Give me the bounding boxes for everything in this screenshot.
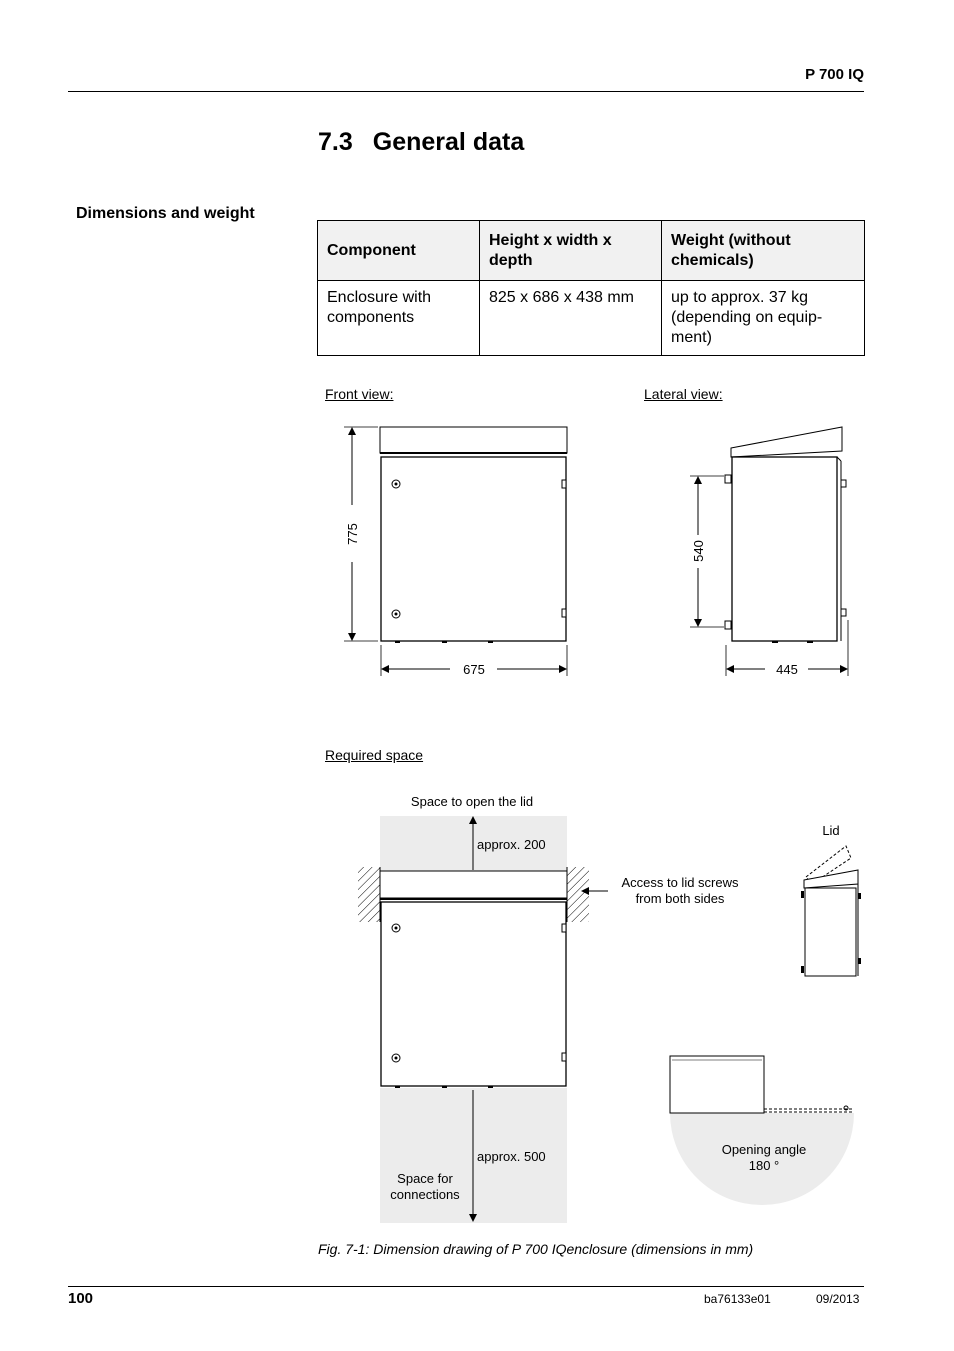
approx-top-label: approx. 200 <box>477 837 546 852</box>
access-lid-line1: Access to lid screws <box>621 875 739 890</box>
table-cell: Enclosure with components <box>318 281 480 356</box>
lateral-height-label: 540 <box>691 540 706 562</box>
table-cell: 825 x 686 x 438 mm <box>480 281 662 356</box>
approx-bottom-label: approx. 500 <box>477 1149 546 1164</box>
footer-rule <box>68 1286 864 1287</box>
table-header-cell: Component <box>318 221 480 281</box>
opening-angle-view <box>670 1056 854 1205</box>
page-number: 100 <box>68 1290 94 1307</box>
table-header-cell: Height x width x depth <box>480 221 662 281</box>
header-product: P 700 IQ <box>805 66 864 83</box>
lateral-view-label: Lateral view: <box>644 386 723 402</box>
access-lid-line2: from both sides <box>635 891 725 906</box>
table-cell: up to approx. 37 kg (depending on equip-ment) <box>662 281 865 356</box>
space-lid-label: Space to open the lid <box>410 794 534 809</box>
lateral-depth-label: 445 <box>776 662 798 677</box>
table-header-cell: Weight (without chemicals) <box>662 221 865 281</box>
section-title-text: General data <box>372 128 525 156</box>
lid-label: Lid <box>822 823 840 838</box>
space-connections-line2: connections <box>390 1187 460 1202</box>
lid-side-view <box>801 823 861 976</box>
front-view <box>344 427 567 677</box>
figure-caption: Fig. 7-1: Dimension drawing of P 700 IQenclosure (dimensions in mm) <box>318 1241 754 1257</box>
doc-id: ba76133e01 <box>704 1292 771 1306</box>
lateral-view <box>690 427 848 677</box>
required-space-label: Required space <box>325 747 424 763</box>
front-height-label: 775 <box>345 523 360 545</box>
section-number: 7.3 <box>318 128 353 156</box>
front-view-label: Front view: <box>325 386 394 402</box>
space-connections-line1: Space for <box>397 1171 453 1186</box>
doc-date: 09/2013 <box>816 1292 860 1306</box>
front-width-label: 675 <box>463 662 485 677</box>
opening-angle-line1: Opening angle <box>721 1142 807 1157</box>
opening-angle-line2: 180 ° <box>748 1158 780 1173</box>
required-space-drawing <box>358 794 739 1223</box>
side-label: Dimensions and weight <box>76 205 255 222</box>
